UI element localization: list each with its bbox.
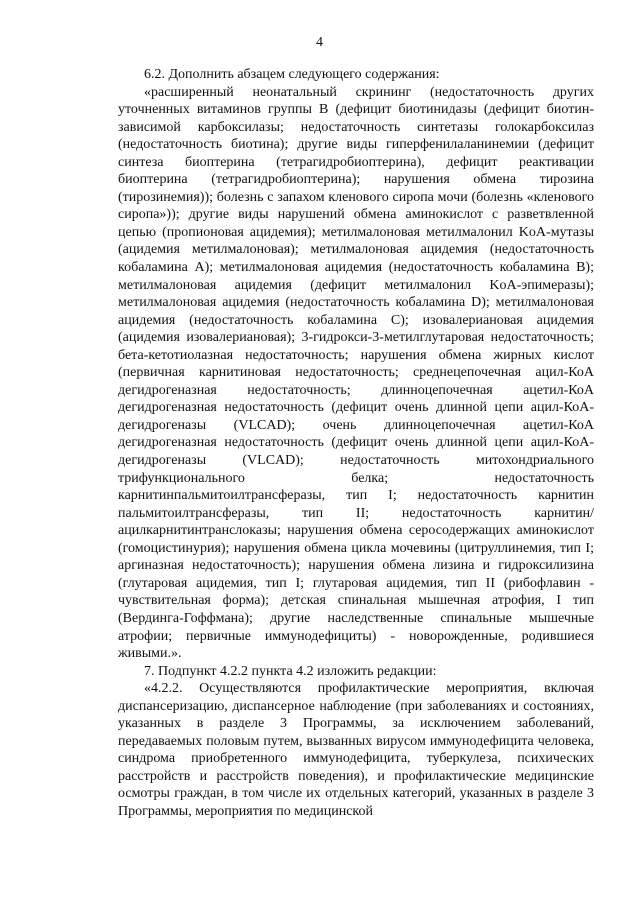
paragraph-6-2-heading: 6.2. Дополнить абзацем следующего содержания:: [144, 67, 440, 82]
paragraph-screening-list: «расширенный неонатальный скрининг (недостаточность других уточненных витаминов группы В (дефицит биотинидазы (дефицит биотин-зависимой карбоксилазы; недостаточность синтетазы голокарбоксилаз (недостаточность биотина); другие виды гиперфенилаланинемии (дефицит синтеза биоптерина (тетрагидробиоптерина), дефицит реактивации биоптерина (тетрагидробиоптерина); нарушения обмена тирозина (тирозинемия)); болезнь с запахом кленового сиропа мочи (болезнь «кленового сиропа»)); другие виды нарушений обмена аминокислот с разветвленной цепью (пропионовая ацидемия); метилмалоновая метилмалонил KoA-мутазы (ацидемия метилмалоновая); метилмалоновая ацидемия (недостаточность кобаламина А); метилмалоновая ацидемия (недостаточность кобаламина В); метилмалоновая ацидемия (дефицит метилмалонил KoA-эпимеразы); метилмалоновая ацидемия (недостаточность кобаламина D); метилмалоновая ацидемия (недостаточность кобаламина С); изовалериановая ацидемия (ацидемия изовалериановая); 3-гидрокси-3-метилглутаровая недостаточность; бета-кетотиолазная недостаточность; нарушения обмена жирных кислот (первичная карнитиновая недостаточность; среднецепочечная ацил-КоА дегидрогеназная недостаточность; длинноцепочечная ацетил-КоА дегидрогеназная недостаточность (дефицит очень длинной цепи ацил-КоА-дегидрогеназы (VLCAD); очень длинноцепочечная ацетил-КоА дегидрогеназная недостаточность (дефицит очень длинной цепи ацил-КоА-дегидрогеназы (VLCAD); недостаточность митохондриального трифункционального белка; недостаточность карнитинпальмитоилтрансферазы, тип I; недостаточность карнитин пальмитоилтрансферазы, тип II; недостаточность карнитин/ацилкарнитинтранслоказы; нарушения обмена серосодержащих аминокислот (гомоцистинурия); нарушения обмена цикла мочевины (цитруллинемия, тип I; аргиназная недостаточность); нарушения обмена лизина и гидроксилизина (глутаровая ацидемия, тип I; глутаровая ацидемия, тип II (рибофлавин - чувствительная форма); детская спинальная мышечная атрофия, I тип (Вердинга-Гоффмана); другие наследственные спинальные мышечные атрофии; первичные иммунодефициты) - новорожденные, родившиеся живыми.».: [118, 84, 594, 662]
paragraph-4-2-2: «4.2.2. Осуществляются профилактические мероприятия, включая диспансеризацию, диспансерное наблюдение (при заболеваниях и состояниях, указанных в разделе 3 Программы, за исключением заболеваний, передаваемых половым путем, вызванных вирусом иммунодефицита человека, синдрома приобретенного иммунодефицита, туберкулеза, психических расстройств и расстройств поведения), и профилактические медицинские осмотры граждан, в том числе их отдельных категорий, указанных в разделе 3 Программы, мероприятия по медицинской: [118, 681, 594, 819]
paragraph-7-heading: 7. Подпункт 4.2.2 пункта 4.2 изложить редакции:: [144, 663, 437, 679]
document-body: [118, 66, 594, 821]
page-number: 4: [316, 35, 323, 50]
